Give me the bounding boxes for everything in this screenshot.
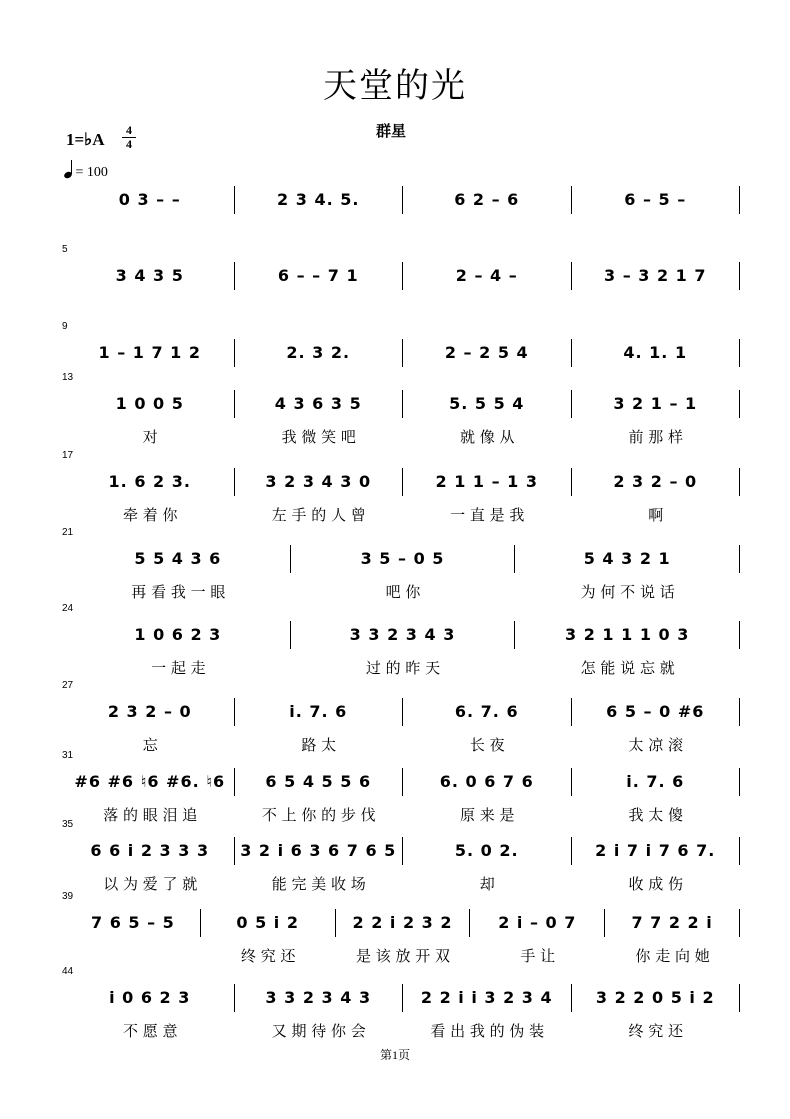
lyric-segment: 落 的 眼 泪 追 <box>103 806 198 824</box>
measure-notes: 5. 5 5 4 <box>449 394 525 413</box>
measure-notes: 2 3 4. 5. <box>277 190 360 209</box>
score-system <box>0 819 790 893</box>
lyric-segment: 一 起 走 <box>151 659 206 677</box>
lyric-segment: 终 究 还 <box>628 1022 684 1040</box>
measure <box>234 984 403 1012</box>
measure <box>571 984 741 1012</box>
measure <box>66 186 234 214</box>
lyric-segment: 又 期 待 你 会 <box>271 1022 366 1040</box>
measure <box>290 621 515 649</box>
measure <box>66 390 234 418</box>
score-system <box>0 182 790 242</box>
meter-bottom: 4 <box>126 137 132 151</box>
notation-line <box>66 909 740 937</box>
quarter-note-icon <box>63 171 73 180</box>
measure <box>234 262 403 290</box>
measure <box>234 698 403 726</box>
lyric-segment: 终 究 还 <box>240 947 296 965</box>
measure <box>234 837 403 865</box>
measure-number: 31 <box>62 750 74 761</box>
measure-notes: 3 2 i 6 3 6 7 6 5 <box>240 841 397 860</box>
notation-line <box>66 390 740 418</box>
measure <box>234 768 403 796</box>
measure-notes: 7 6 5 – 5 <box>90 913 175 932</box>
measure <box>571 698 741 726</box>
lyric-segment: 我 微 笑 吧 <box>281 428 356 446</box>
page-number: 第1页 <box>379 1048 410 1062</box>
measure-notes: 3 2 2 0 5 i 2 <box>595 988 715 1007</box>
measure-notes: i 0 6 2 3 <box>109 988 191 1007</box>
lyric-segment: 不 愿 意 <box>122 1022 178 1040</box>
measure-number: 27 <box>62 680 74 691</box>
measure-notes: i. 7. 6 <box>626 772 685 791</box>
measure <box>402 984 571 1012</box>
notation-line <box>66 186 740 214</box>
measure-notes: 2 1 1 – 1 3 <box>435 472 538 491</box>
measure-notes: 2 – 4 – <box>455 266 518 285</box>
measure-notes: 0 3 – – <box>118 190 181 209</box>
time-signature <box>122 124 136 151</box>
measure-notes: 6 5 – 0 #6 <box>606 702 705 721</box>
lyric-segment: 太 凉 滚 <box>628 736 684 754</box>
lyrics-line <box>66 504 740 525</box>
lyric-segment: 收 成 伤 <box>628 875 684 893</box>
lyric-segment: 以 为 爱 了 就 <box>103 875 198 893</box>
lyric-segment: 一 直 是 我 <box>450 506 525 524</box>
lyric-segment <box>66 945 201 966</box>
measure-number: 35 <box>62 819 74 830</box>
notation-line <box>66 984 740 1012</box>
measure <box>571 837 741 865</box>
measure-notes: 6. 0 6 7 6 <box>439 772 534 791</box>
lyric-segment: 不 上 你 的 步 伐 <box>261 806 376 824</box>
score-system <box>0 372 790 446</box>
lyric-segment: 过 的 昨 天 <box>365 659 441 677</box>
measure-notes: 1. 6 2 3. <box>108 472 191 491</box>
measure-notes: 6 – – 7 1 <box>277 266 359 285</box>
measure <box>514 621 740 649</box>
measure <box>66 984 234 1012</box>
composer: 群星 <box>376 122 407 140</box>
lyrics-line <box>66 804 740 825</box>
measure-number: 5 <box>62 244 68 255</box>
measure <box>66 339 234 367</box>
notation-line <box>66 339 740 367</box>
measure-notes: 0 5 i 2 <box>236 913 299 932</box>
measure <box>66 698 234 726</box>
measure-number: 24 <box>62 603 74 614</box>
lyric-segment: 前 那 样 <box>628 428 684 446</box>
measure <box>234 390 403 418</box>
score-system <box>0 527 790 601</box>
measure <box>234 186 403 214</box>
notation-line <box>66 837 740 865</box>
measure-number: 44 <box>62 966 74 977</box>
lyric-segment: 再 看 我 一 眼 <box>131 583 226 601</box>
measure-number: 39 <box>62 891 74 902</box>
song-title: 天堂的光 <box>323 66 467 106</box>
measure <box>66 768 234 796</box>
measure-notes: 1 0 6 2 3 <box>134 625 222 644</box>
lyrics-line <box>66 734 740 755</box>
score-system <box>0 750 790 824</box>
measure-number: 9 <box>62 321 68 332</box>
measure <box>66 621 290 649</box>
measure <box>234 468 403 496</box>
lyric-segment: 对 <box>142 428 158 446</box>
measure <box>604 909 740 937</box>
measure <box>234 339 403 367</box>
measure-notes: 5. 0 2. <box>454 841 519 860</box>
lyric-segment: 就 像 从 <box>459 428 515 446</box>
measure-notes: 3 3 2 3 4 3 <box>349 625 456 644</box>
measure-notes: 6 5 4 5 5 6 <box>265 772 372 791</box>
measure <box>571 339 741 367</box>
measure-notes: 5 5 4 3 6 <box>134 549 222 568</box>
measure <box>66 909 200 937</box>
measure <box>402 262 571 290</box>
measure <box>571 390 741 418</box>
tempo-marking <box>64 160 108 181</box>
lyrics-line <box>66 426 740 447</box>
lyric-segment: 能 完 美 收 场 <box>271 875 366 893</box>
measure <box>571 768 741 796</box>
measure <box>66 545 290 573</box>
measure-number: 13 <box>62 372 74 383</box>
lyric-segment: 是 该 放 开 双 <box>355 947 451 965</box>
lyrics-line <box>66 873 740 894</box>
measure-number: 21 <box>62 527 74 538</box>
key-signature: 1=♭A <box>66 130 105 149</box>
measure-notes: 6 – 5 – <box>624 190 687 209</box>
measure-notes: 3 2 1 1 1 0 3 <box>565 625 690 644</box>
notation-line <box>66 768 740 796</box>
measure <box>335 909 470 937</box>
measure-notes: 3 2 3 4 3 0 <box>265 472 372 491</box>
measure-notes: i. 7. 6 <box>289 702 348 721</box>
measure <box>571 186 741 214</box>
measure <box>66 837 234 865</box>
measure-notes: 2 2 i i 3 2 3 4 <box>420 988 553 1007</box>
measure-notes: 2 3 2 – 0 <box>107 702 192 721</box>
notation-line <box>66 545 740 573</box>
lyric-segment: 为 何 不 说 话 <box>580 583 675 601</box>
measure-notes: 3 5 – 0 5 <box>360 549 445 568</box>
measure <box>402 768 571 796</box>
lyrics-line <box>66 657 740 678</box>
measure <box>402 468 571 496</box>
measure-notes: 1 – 1 7 1 2 <box>98 343 201 362</box>
lyric-segment: 我 太 傻 <box>628 806 684 824</box>
lyric-segment: 牵 着 你 <box>122 506 178 524</box>
measure-notes: 1 0 0 5 <box>115 394 184 413</box>
score-system <box>0 244 790 318</box>
lyric-segment: 你 走 向 她 <box>635 947 710 965</box>
measure-notes: 3 2 1 – 1 <box>613 394 698 413</box>
measure <box>571 262 741 290</box>
lyric-segment: 怎 能 说 忘 就 <box>580 659 675 677</box>
measure-notes: 2 3 2 – 0 <box>613 472 698 491</box>
measure-notes: 6 2 – 6 <box>454 190 520 209</box>
measure-notes: #6 #6 ♮6 #6. ♮6 <box>74 772 226 791</box>
measure <box>402 339 571 367</box>
measure <box>402 390 571 418</box>
measure <box>402 837 571 865</box>
notation-line <box>66 698 740 726</box>
score-system <box>0 603 790 677</box>
score-system <box>0 680 790 754</box>
lyrics-line <box>66 945 740 966</box>
measure-notes: 3 – 3 2 1 7 <box>603 266 707 285</box>
measure-notes: 2 i – 0 7 <box>498 913 577 932</box>
notation-line <box>66 468 740 496</box>
lyrics-line <box>66 1020 740 1041</box>
lyric-segment: 原 来 是 <box>459 806 515 824</box>
measure <box>402 186 571 214</box>
lyric-segment: 路 太 <box>301 736 337 754</box>
lyric-segment: 却 <box>479 875 495 893</box>
lyric-segment: 忘 <box>142 736 158 754</box>
notation-line <box>66 262 740 290</box>
measure <box>402 698 571 726</box>
measure <box>200 909 335 937</box>
measure-notes: 5 4 3 2 1 <box>583 549 671 568</box>
score-system <box>0 450 790 524</box>
meter-top: 4 <box>126 123 132 137</box>
measure <box>514 545 740 573</box>
lyric-segment: 啊 <box>648 506 664 524</box>
lyrics-line <box>66 581 740 602</box>
measure-notes: 3 4 3 5 <box>115 266 184 285</box>
measure-notes: 2. 3 2. <box>286 343 351 362</box>
measure <box>469 909 604 937</box>
measure <box>571 468 741 496</box>
score-system <box>0 966 790 1040</box>
lyric-segment: 吧 你 <box>385 583 421 601</box>
measure-notes: 4 3 6 3 5 <box>274 394 362 413</box>
measure-notes: 6 6 i 2 3 3 3 <box>90 841 210 860</box>
measure <box>66 468 234 496</box>
measure-notes: 7 7 2 2 i <box>631 913 713 932</box>
measure <box>290 545 515 573</box>
lyric-segment: 手 让 <box>520 947 556 965</box>
measure-notes: 2 i 7 i 7 6 7. <box>595 841 716 860</box>
measure-notes: 2 – 2 5 4 <box>444 343 529 362</box>
measure-notes: 6. 7. 6 <box>454 702 519 721</box>
measure-notes: 4. 1. 1 <box>623 343 688 362</box>
tempo-value: = 100 <box>75 165 108 180</box>
measure-notes: 3 3 2 3 4 3 <box>265 988 372 1007</box>
measure-notes: 2 2 i 2 3 2 <box>352 913 453 932</box>
score-system <box>0 891 790 965</box>
lyric-segment: 左 手 的 人 曾 <box>271 506 366 524</box>
lyric-segment: 看 出 我 的 伪 装 <box>430 1022 545 1040</box>
measure <box>66 262 234 290</box>
notation-line <box>66 621 740 649</box>
lyric-segment: 长 夜 <box>469 736 505 754</box>
measure-number: 17 <box>62 450 74 461</box>
